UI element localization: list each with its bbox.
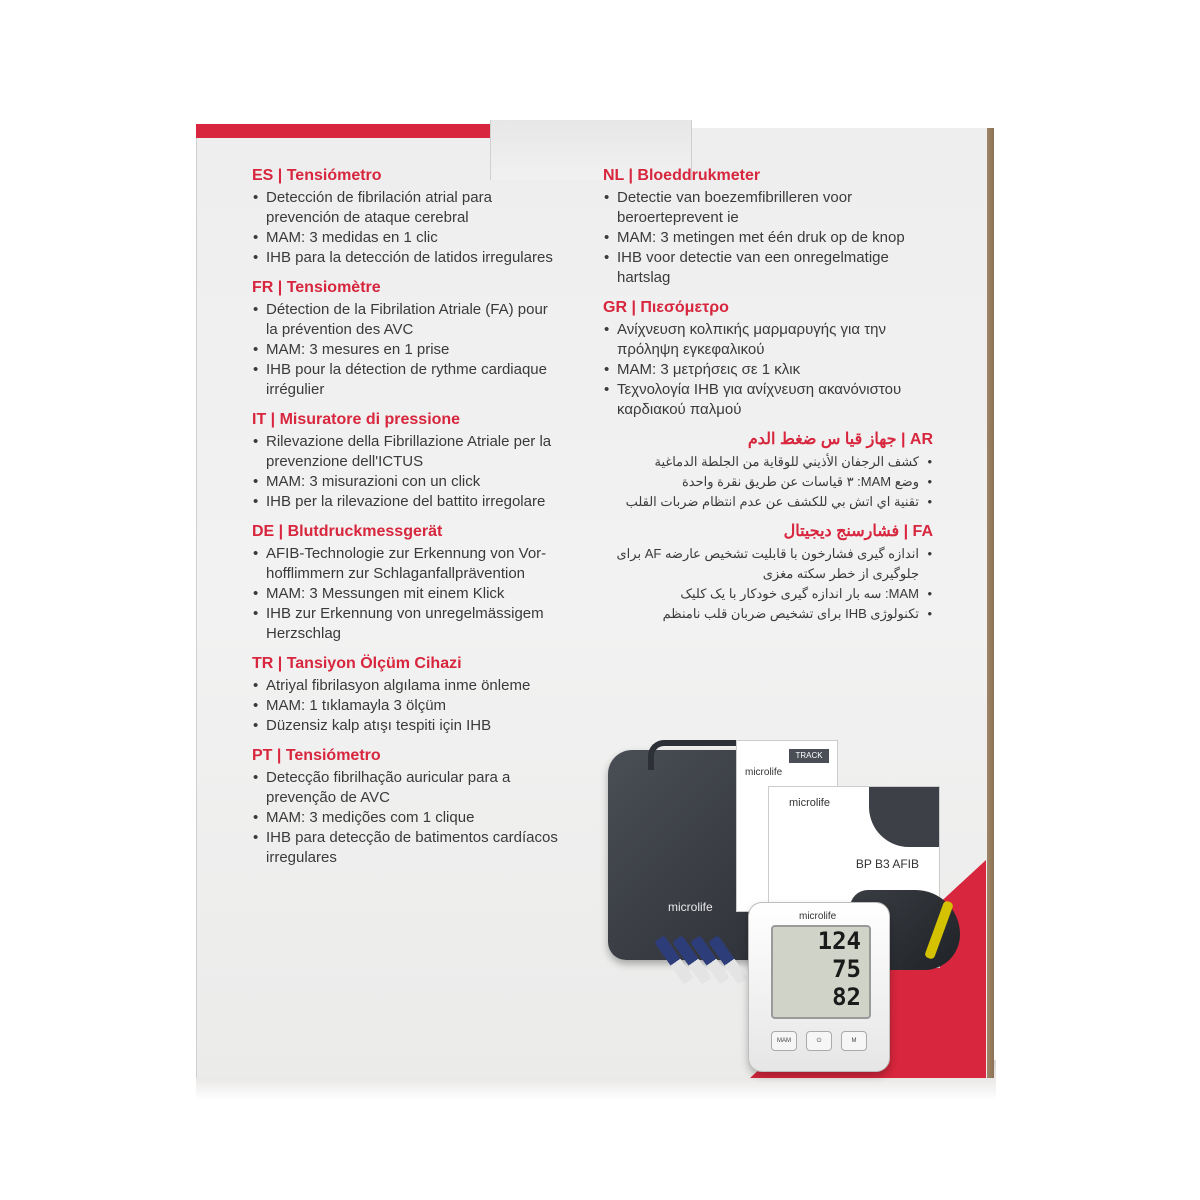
language-section bbox=[252, 654, 562, 736]
feature-bullet: • تکنولوژی IHB برای تشخیص ضربان قلب نامنظم bbox=[603, 604, 933, 624]
left-language-column bbox=[252, 166, 562, 878]
language-section bbox=[252, 746, 562, 868]
feature-bullet: • IHB para la detección de latidos irregulares bbox=[252, 248, 562, 268]
diastolic-reading: 75 bbox=[832, 955, 861, 983]
feature-bullet: • MAM: 3 μετρήσεις σε 1 κλικ bbox=[603, 360, 933, 380]
feature-bullet: • Detecção fibrilhação auricular para a prevenção de AVC bbox=[252, 768, 562, 808]
feature-bullet: • MAM: 3 medições com 1 clique bbox=[252, 808, 562, 828]
language-section bbox=[252, 410, 562, 512]
feature-bullet: • Atriyal fibrilasyon algılama inme önleme bbox=[252, 676, 562, 696]
section-heading: GR | Πιεσόμετρο bbox=[603, 299, 729, 316]
section-heading: AR | جهاز قيا س ضغط الدم bbox=[747, 431, 933, 448]
section-heading: ES | Tensiómetro bbox=[252, 167, 382, 184]
guide-grey-corner bbox=[869, 787, 939, 847]
feature-bullet: • Τεχνολογία IHB για ανίχνευση ακανόνιστου καρδιακού παλμού bbox=[603, 380, 933, 420]
section-heading: FA | فشارسنج ديجيتال bbox=[783, 523, 933, 540]
language-section bbox=[252, 278, 562, 400]
pulse-reading: 82 bbox=[832, 983, 861, 1011]
language-section bbox=[603, 430, 933, 512]
feature-bullet: • Düzensiz kalp atışı tespiti için IHB bbox=[252, 716, 562, 736]
feature-bullet: • اندازه گیری فشارخون با قابلیت تشخیص عارضه AF برای جلوگیری از خطر سکته مغزی bbox=[603, 544, 933, 584]
red-top-band bbox=[196, 124, 496, 138]
feature-bullet: • Detección de fibrilación atrial para prevención de ataque cerebral bbox=[252, 188, 562, 228]
memory-button: M bbox=[841, 1031, 867, 1051]
feature-bullet: • IHB zur Erkennung von unregelmässigem Herzschlag bbox=[252, 604, 562, 644]
feature-bullet: • MAM: 3 mesures en 1 prise bbox=[252, 340, 562, 360]
systolic-reading: 124 bbox=[817, 927, 861, 955]
case-logo: microlife bbox=[668, 900, 713, 914]
feature-bullet: • MAM: سه بار اندازه گیری خودکار با یک کلیک bbox=[603, 584, 933, 604]
language-section bbox=[603, 166, 933, 288]
feature-bullet: • تقنية اي اتش بي للكشف عن عدم انتظام ضربات القلب bbox=[603, 492, 933, 512]
language-section bbox=[252, 166, 562, 268]
feature-bullet: • وضع MAM: ٣ قياسات عن طريق نقرة واحدة bbox=[603, 472, 933, 492]
feature-bullet: • MAM: 3 medidas en 1 clic bbox=[252, 228, 562, 248]
feature-bullet: • IHB pour la détection de rythme cardiaque irrégulier bbox=[252, 360, 562, 400]
feature-bullet: • Détection de la Fibrilation Atriale (FA) pour la prévention des AVC bbox=[252, 300, 562, 340]
power-button: ⏻ bbox=[806, 1031, 832, 1051]
feature-bullet: • MAM: 3 metingen met één druk op de knop bbox=[603, 228, 933, 248]
feature-bullet: • MAM: 3 misurazioni con un click bbox=[252, 472, 562, 492]
feature-bullet: • IHB para detecção de batimentos cardíacos irregulares bbox=[252, 828, 562, 868]
feature-bullet: • AFIB-Technologie zur Erkennung von Vor-hofflimmern zur Schlaganfallprävention bbox=[252, 544, 562, 584]
feature-bullet: • كشف الرجفان الأذيني للوقاية من الجلطة الدماغية bbox=[603, 452, 933, 472]
language-section bbox=[603, 298, 933, 420]
guide-model: BP B3 AFIB bbox=[855, 857, 919, 871]
feature-bullet: • IHB per la rilevazione del battito irregolare bbox=[252, 492, 562, 512]
section-heading: PT | Tensiómetro bbox=[252, 747, 381, 764]
language-section bbox=[603, 522, 933, 624]
feature-bullet: • MAM: 1 tıklamayla 3 ölçüm bbox=[252, 696, 562, 716]
feature-bullet: • Ανίχνευση κολπικής μαρμαρυγής για την πρόληψη εγκεφαλικού bbox=[603, 320, 933, 360]
product-photo bbox=[600, 740, 986, 1078]
mam-button: MAM bbox=[771, 1031, 797, 1051]
section-heading: IT | Misuratore di pressione bbox=[252, 411, 461, 428]
rtl-language-sections bbox=[603, 430, 933, 624]
feature-bullet: • Detectie van boezemfibrilleren voor beroerteprevent ie bbox=[603, 188, 933, 228]
batteries bbox=[660, 930, 744, 990]
monitor-buttons bbox=[771, 1031, 867, 1053]
section-heading: NL | Bloeddrukmeter bbox=[603, 167, 761, 184]
section-heading: DE | Blutdruckmessgerät bbox=[252, 523, 443, 540]
manual-brand: microlife bbox=[745, 767, 783, 778]
feature-bullet: • MAM: 3 Messungen mit einem Klick bbox=[252, 584, 562, 604]
guide-brand: microlife bbox=[789, 797, 830, 809]
section-heading: TR | Tansiyon Ölçüm Cihazi bbox=[252, 655, 462, 672]
right-language-column bbox=[603, 166, 933, 634]
manual-tag: TRACK bbox=[789, 749, 829, 763]
cuff-stripe bbox=[924, 900, 954, 960]
feature-bullet: • Rilevazione della Fibrillazione Atriale per la prevenzione dell'ICTUS bbox=[252, 432, 562, 472]
blood-pressure-monitor bbox=[748, 902, 890, 1072]
section-heading: FR | Tensiomètre bbox=[252, 279, 381, 296]
feature-bullet: • IHB voor detectie van een onregelmatige hartslag bbox=[603, 248, 933, 288]
language-section bbox=[252, 522, 562, 644]
monitor-display bbox=[771, 925, 871, 1019]
monitor-brand: microlife bbox=[799, 911, 837, 922]
